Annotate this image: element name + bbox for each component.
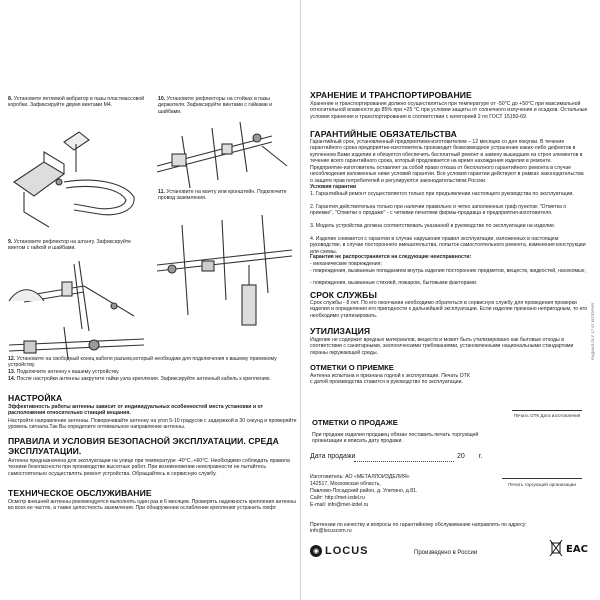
sale-date-field[interactable] <box>354 461 454 462</box>
setup-text: Настройте направление антенны. Поворачивайте антенну на угол 5-10 градусов с задержкой в 30 секунд и проверяйте уровень сигнала.Так Вы определите оптимальное направление антенны. <box>8 418 297 431</box>
warranty-condition-3: 3. Модель устройства должна соответствовать указанной в руководстве по эксплуатации на изделие. <box>310 223 556 229</box>
setup-heading: НАСТРОЙКА <box>8 393 63 403</box>
print-code: РАДИАЛ-01 F 17 07 КОТОРИЯ <box>590 303 595 360</box>
storage-text: Хранение и транспортирование должно осуществляться при температуре от -50°С до +50°С при максимальной относительной влажности до 85% при +25 °С при условии защиты от солнечного излучения и осадков. Остальные условия хранения и транспортирования в соответствии с категорией 2 по ГОСТ 15150-69. <box>310 101 588 120</box>
step-12-text: 12. Установите на свободный конец кабеля разъем,который необходим для подключения к вашему приемному устройству. <box>8 356 277 369</box>
step-14-text: 14. После настройки антенны закрутите гайки узла крепления. Зафиксируйте антенный кабель к креплению. <box>8 376 271 382</box>
qc-stamp-label: Печать ОТК Дата изготовления <box>513 413 581 418</box>
warranty-condition-2: 2. Гарантия действительна только при наличии правильно и четко заполненных граф пунктов: "Отметка о приемке", "Отметки о продаже" - с четкими печатями фирмы-продавца и предприятия-изготовителя. <box>310 204 567 217</box>
acceptance-text: Антенна испытана и признана годной к эксплуатации. Печать ОТК с датой производства ставится в руководство по эксплуатации. <box>310 373 470 386</box>
warranty-exclusion-2: - повреждения, вызванные попаданием внутрь изделия посторонних предметов, веществ, жидкостей, насекомых; <box>310 268 586 274</box>
warranty-heading: ГАРАНТИЙНЫЕ ОБЯЗАТЕЛЬСТВА <box>310 129 457 139</box>
warranty-not-covered-title: Гарантия не распространяется на следующие неисправности: <box>310 254 472 260</box>
service-life-heading: СРОК СЛУЖБЫ <box>310 290 377 300</box>
setup-emphasis: Эффективность работы антенны зависит от индивидуальных особенностей места установки и от расположения относительно станций вещания. <box>8 404 264 417</box>
right-column <box>302 0 600 600</box>
disposal-text: Изделие не содержит вредных материалов, веществ и может быть утилизировано как бытовые отходы в соответствии с санитарными, экологическими требованиями, установленными национальными стандартами охраны окружающей среды. <box>310 337 574 356</box>
qc-stamp-line <box>512 410 582 411</box>
eac-mark-icon <box>566 542 588 555</box>
locus-logo: ◉ LOCUS <box>310 545 369 557</box>
step-9-text: 9. Установите рефлектор на штангу. Зафиксируйте винтом с гайкой и шайбами. <box>8 239 132 252</box>
sale-text: При продаже изделия продавец обязан поставить печать торгующей организации и вписать дату продажи. <box>312 432 479 445</box>
safety-text: Антенна предназначена для эксплуатации на улице при температуре -40°С..+60°С. Необходимо соблюдать правила техники безопасности при производстве высотных работ. При возникновении неисправности не пытайтесь самостоятельно осуществлять ремонт устройства. Обращайтесь в сервисную службу. <box>8 458 290 477</box>
warranty-exclusion-3: - повреждения, вызванные стихией, пожаром, бытовыми факторами. <box>310 280 478 286</box>
maintenance-text: Осмотр внешней антенны рекомендуется выполнять один раз в 6 месяцев. Проверять надежность крепления антенны во всех ее частях, а также целостность заземления. При обнаружении ослабление крепления устранить люфт. <box>8 499 297 512</box>
step-11-text: 11. Установите на мачту или кронштейн. Подключите провод заземления. <box>158 189 287 202</box>
svg-text:EAC: EAC <box>566 544 588 555</box>
step-11-illustration <box>152 205 297 325</box>
acceptance-heading: ОТМЕТКИ О ПРИЕМКЕ <box>310 363 394 372</box>
warranty-p2: Предприятие-изготовитель оставляет за собой право отказа от бесплатного гарантийного ремонта в случае несоблюдения изложенных ниже условий гарантии. Все условия гарантии действуют в рамках законодательства о защите прав потребителей и регулируются законодательством России. <box>310 165 584 184</box>
sale-date-label: Дата продажи <box>310 453 356 460</box>
sale-stamp-line <box>502 478 582 479</box>
sale-year: 20 г. <box>457 453 483 460</box>
service-life-text: Срок службы - 8 лет. По его окончании необходимо обратиться в сервисную службу для проведения проверки изделия и определения его пригодности к дальнейшей эксплуатации. Если изделие признано непригодным, то его необходимо утилизировать. <box>310 300 588 319</box>
warranty-p1: Гарантийный срок, установленный предприятием-изготовителем – 12 месяцев со дня покупки. В течение гарантийного срока предприятие-изготовитель производит безвозмездное устранение каких-либо дефектов в купленном Вами изделии и обязуется обеспечить бесплатный ремонт и замену вышедших из строя элементов в течение всего гарантийного срока, который продлевается на время нахождения изделия в ремонте. <box>310 139 583 165</box>
step-10-text: 10. Установите рефлекторы на стойках в пазы держателя. Зафиксируйте винтами с гайками и шайбами. <box>158 96 273 115</box>
column-divider <box>300 0 301 600</box>
step-13-text: 13. Подключите антенну к вашему устройству. <box>8 369 120 375</box>
certification-icons <box>550 540 588 556</box>
warranty-condition-1: 1. Гарантийный ремонт осуществляется только при предъявлении настоящего руководства по эксплуатации. <box>310 191 574 197</box>
claims-text: Претензии по качеству и вопросы по гарантийному обслуживанию направлять по адресу: info@locuscom.ru <box>310 522 527 535</box>
step-9-illustration <box>4 256 149 336</box>
step-8-text: 8. Установите петлевой вибратор в пазы пластмассовой коробки. Зафиксируйте двумя винтами М4. <box>8 96 145 109</box>
step-10-illustration <box>152 116 297 196</box>
warranty-conditions-title: Условия гарантии <box>310 184 357 190</box>
warranty-condition-4: 4. Изделие снимается с гарантии в случае нарушения правил эксплуатации, изложенных в настоящем руководстве, в случае постороннего вмешательства, попыток самостоятельного ремонта, изменения конструкции или схемы. <box>310 236 586 255</box>
safety-heading: ПРАВИЛА И УСЛОВИЯ БЕЗОПАСНОЙ ЭКСПЛУАТАЦИИ. СРЕДА ЭКСПЛУАТАЦИИ. <box>8 436 279 456</box>
made-in-russia: Произведено в России <box>414 550 478 556</box>
locus-logo-icon: ◉ <box>310 545 322 557</box>
sale-stamp-label: Печать торгующей организации <box>508 482 576 487</box>
storage-heading: ХРАНЕНИЕ И ТРАНСПОРТИРОВАНИЕ <box>310 90 472 100</box>
manufacturer-info: Изготовитель: АО «МЕТАЛЛОИЗДЕЛИЯ» 142517, Московская область, Павлово-Посадский район, д. Улитино, д.81. Сайт: http://met-izdel.ru E-mail: info@met-izdel.ru <box>310 474 418 508</box>
disposal-heading: УТИЛИЗАЦИЯ <box>310 326 371 336</box>
sale-heading: ОТМЕТКИ О ПРОДАЖЕ <box>312 418 398 427</box>
maintenance-heading: ТЕХНИЧЕСКОЕ ОБСЛУЖИВАНИЕ <box>8 488 152 498</box>
step-8-illustration <box>4 122 149 240</box>
wheelie-bin-crossed-icon <box>550 540 562 556</box>
warranty-exclusion-1: - механические повреждения; <box>310 261 382 267</box>
